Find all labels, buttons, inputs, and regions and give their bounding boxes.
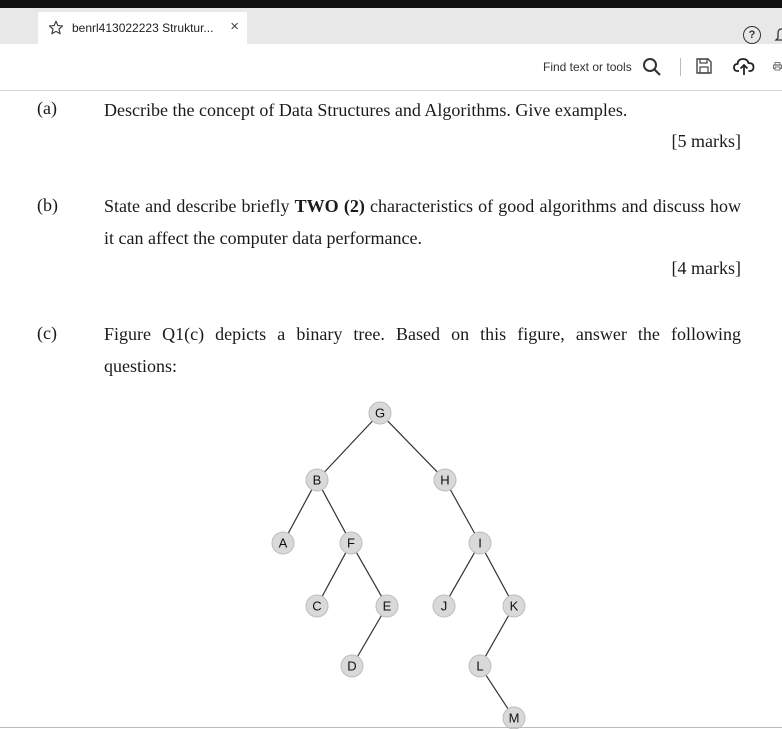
tab-title: benrl413022223 Struktur...	[72, 21, 214, 35]
tree-node-label: K	[509, 598, 519, 614]
tree-node-label: F	[347, 535, 355, 551]
upload-cloud-icon[interactable]	[733, 56, 755, 76]
tree-edge-L-M	[486, 675, 508, 709]
tree-node-J	[433, 595, 455, 617]
question-text-line: State and describe briefly TWO (2) characteristics of good algorithms and discuss how	[104, 196, 742, 216]
tree-edge-B-A	[288, 490, 312, 534]
tree-node-M	[503, 707, 525, 729]
marks-label: [4 marks]	[671, 258, 741, 278]
emphasis: TWO (2)	[294, 196, 365, 216]
tree-edge-B-F	[322, 490, 346, 534]
tree-edge-I-K	[485, 553, 509, 597]
document-tab[interactable]	[38, 12, 247, 44]
window-top-bar	[0, 0, 782, 8]
tree-edge-F-E	[356, 553, 381, 597]
tree-node-label: D	[347, 658, 357, 674]
tree-node-label: E	[382, 598, 392, 614]
toolbar	[0, 44, 782, 91]
tree-node-label: L	[476, 658, 484, 674]
tree-node-G	[369, 402, 391, 424]
question-text-line: it can affect the computer data performance.	[104, 228, 422, 248]
question-label: (a)	[37, 98, 57, 118]
tree-node-label: B	[312, 472, 322, 488]
tree-node-label: M	[508, 710, 520, 726]
question-text: Describe the concept of Data Structures and Algorithms. Give examples.	[104, 100, 628, 120]
tree-node-label: A	[278, 535, 288, 551]
tree-node-K	[503, 595, 525, 617]
tree-node-label: H	[440, 472, 450, 488]
tree-node-A	[272, 532, 294, 554]
tree-edge-I-J	[449, 553, 474, 597]
toolbar-separator	[680, 58, 681, 76]
tree-node-L	[469, 655, 491, 677]
tree-edge-K-L	[485, 616, 508, 657]
tree-node-label: J	[440, 598, 448, 614]
search-icon[interactable]	[642, 57, 662, 77]
tree-node-label: I	[478, 535, 482, 551]
tree-node-label: G	[374, 405, 386, 421]
tree-edge-F-C	[322, 553, 346, 597]
marks-label: [5 marks]	[671, 131, 741, 151]
tree-edge-E-D	[358, 616, 382, 657]
tree-node-H	[434, 469, 456, 491]
question-text-line: questions:	[104, 356, 178, 376]
tree-edge-H-I	[450, 490, 474, 534]
tab-strip	[0, 8, 782, 44]
star-icon[interactable]	[48, 19, 66, 37]
tree-node-B	[306, 469, 328, 491]
tree-node-D	[341, 655, 363, 677]
close-tab-icon[interactable]: ×	[230, 18, 239, 35]
tree-node-E	[376, 595, 398, 617]
binary-tree-figure	[0, 91, 782, 729]
tree-nodes	[272, 402, 525, 729]
help-icon[interactable]: ?	[743, 26, 761, 44]
question-text-line: Figure Q1(c) depicts a binary tree. Based on this figure, answer the following	[104, 324, 741, 344]
question-label: (b)	[37, 195, 58, 215]
question-label: (c)	[37, 323, 57, 343]
tree-edge-G-H	[388, 421, 438, 472]
tree-node-F	[340, 532, 362, 554]
tree-node-I	[469, 532, 491, 554]
document-page	[0, 91, 782, 729]
page-bottom-border	[0, 727, 782, 728]
tree-edge-G-B	[325, 421, 373, 472]
notification-icon[interactable]	[774, 26, 782, 44]
save-icon[interactable]	[695, 57, 713, 75]
tree-node-C	[306, 595, 328, 617]
find-text-label[interactable]: Find text or tools	[543, 60, 632, 74]
print-icon[interactable]	[773, 57, 782, 75]
tree-node-label: C	[312, 598, 322, 614]
